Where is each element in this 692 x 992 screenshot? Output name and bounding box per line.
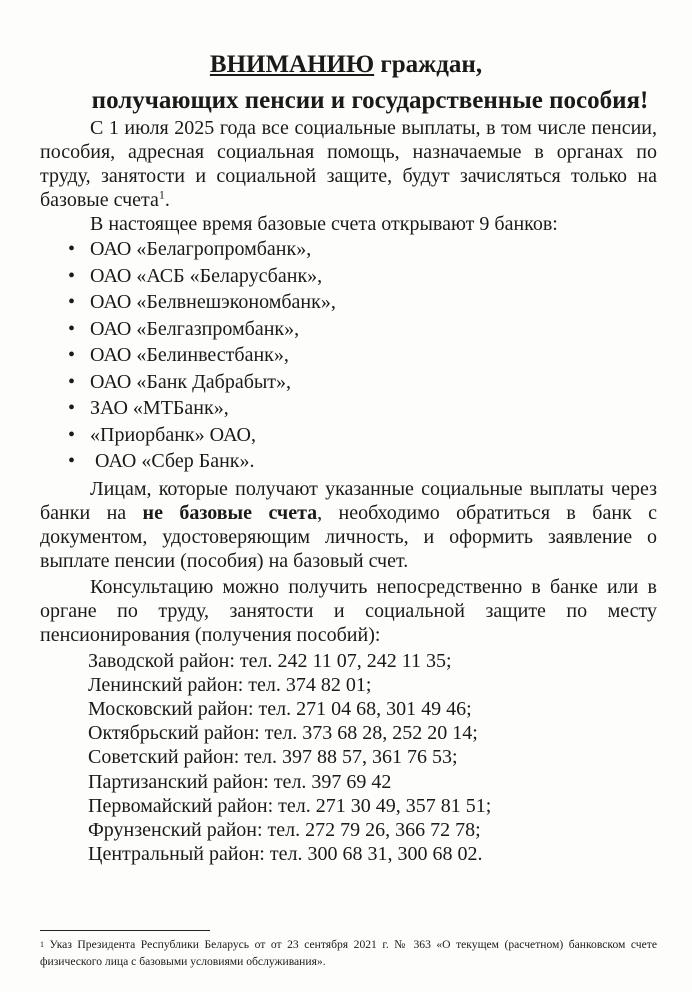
district-phone-row: Советский район: тел. 397 88 57, 361 76 53;: [88, 746, 458, 769]
intro-end: .: [164, 189, 170, 211]
district-phone-row: Центральный район: тел. 300 68 31, 300 68 02.: [88, 843, 483, 866]
intro-footnote-mark: 1: [158, 187, 165, 202]
bank-list-item: • ОАО «АСБ «Беларусбанк»,: [68, 263, 657, 290]
footnote: [40, 936, 657, 970]
footnote-divider: [40, 930, 210, 931]
district-phone-row: Фрунзенский район: тел. 272 79 26, 366 72 78;: [88, 818, 481, 841]
bank-list-item: • ОАО «Белинвестбанк»,: [68, 342, 657, 369]
district-phone-list: [88, 649, 657, 867]
consult-paragraph: Консультацию можно получить непосредственно в банке или в органе по труду, занятости и социальной защите по месту пенсионирования (получения пособий):: [40, 575, 657, 646]
bank-list-item: • ОАО «Белгазпромбанк»,: [68, 316, 657, 343]
persons-paragraph: [40, 477, 657, 573]
district-phone-row: Октябрьский район: тел. 373 68 28, 252 20 14;: [88, 722, 478, 745]
intro-paragraph: [40, 116, 657, 212]
banks-intro: В настоящее время базовые счета открывают 9 банков:: [90, 213, 558, 235]
footnote-mark: 1: [40, 940, 44, 949]
bank-list-item: • «Приорбанк» ОАО,: [68, 422, 657, 449]
persons-text-before: Лицам, которые получают указанные социальные выплаты через банки на: [40, 477, 657, 524]
footnote-text: Указ Президента Республики Беларусь от от 23 сентября 2021 г. № 363 «О текущем (расчетном) банковском счете физического лица с базовыми условиями обслуживания».: [40, 938, 657, 968]
heading-line-1-rest: граждан,: [374, 51, 483, 78]
bank-list-item: • ОАО «Белвнешэкономбанк»,: [68, 289, 657, 316]
bank-list-item: • ОАО «Белагропромбанк»,: [68, 236, 657, 263]
persons-bold-text: не базовые счета: [142, 501, 318, 524]
intro-text: С 1 июля 2025 года все социальные выплаты, в том числе пенсии, пособия, адресная социальная помощь, назначаемые в органах по труду, занятости и социальной защите, будут зачисляться только на базовые счета: [40, 117, 657, 211]
bank-list-item: • ЗАО «МТБанк»,: [68, 395, 657, 422]
notice-body: [40, 116, 657, 866]
bank-list-item: • ОАО «Банк Дабрабыт»,: [68, 369, 657, 396]
heading-attention-word: ВНИМАНИЮ: [209, 51, 375, 78]
district-phone-row: Заводской район: тел. 242 11 07, 242 11 35;: [88, 649, 452, 672]
district-phone-row: Партизанский район: тел. 397 69 42: [88, 770, 392, 793]
bank-list: [40, 236, 657, 475]
bank-list-item: • ОАО «Сбер Банк».: [68, 448, 657, 475]
persons-text-after: , необходимо обратиться в банк с документом, удостоверяющим личность, и оформить заявление о выплате пенсии (пособия) на базовый счет.: [40, 501, 658, 572]
district-phone-row: Московский район: тел. 271 04 68, 301 49 46;: [88, 697, 472, 720]
heading-line-1: [0, 50, 692, 80]
district-phone-row: Первомайский район: тел. 271 30 49, 357 81 51;: [88, 794, 492, 817]
district-phone-row: Ленинский район: тел. 374 82 01;: [88, 673, 372, 696]
heading-line-2: получающих пенсии и государственные пособия!: [91, 87, 649, 114]
